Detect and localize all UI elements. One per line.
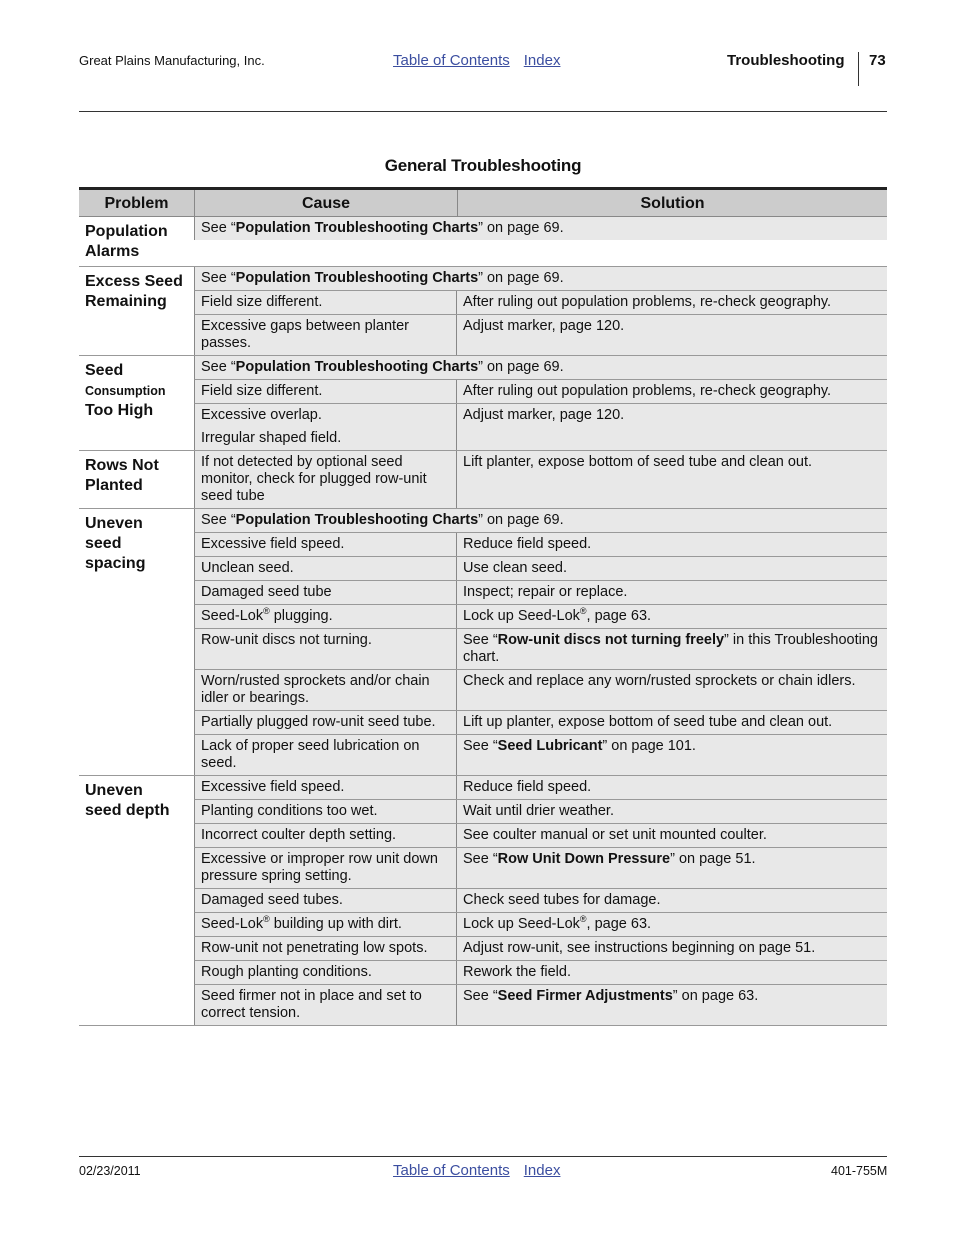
solution-cell: See “Seed Lubricant” on page 101. [463,738,696,754]
cause-cell [195,937,457,960]
cause-text: Seed firmer not in place and set to correct tension. [201,988,422,1021]
solution-cell: Adjust marker, page 120. [463,407,625,423]
table-row [194,936,887,960]
problem-cell [79,267,194,355]
cause-text: Unclean seed. [201,560,294,576]
cause-cell [195,889,457,912]
cause-cell [195,711,457,734]
cause-cell [195,533,457,556]
table-row [194,776,887,799]
problem-label: Remaining [85,293,167,310]
table-row [194,532,887,556]
table-row [194,734,887,775]
table-row [194,888,887,912]
solution-cell: Reduce field speed. [463,536,592,552]
cause-text: Irregular shaped field. [201,430,342,446]
problem-group [79,217,887,267]
solution-cell: See coulter manual or set unit mounted coulter. [463,827,767,843]
table-row [194,628,887,669]
cause-cell [195,629,457,669]
solution-cell: After ruling out population problems, re-check geography. [463,383,832,399]
problem-label: spacing [85,555,146,572]
cause-text: Damaged seed tube [201,584,332,600]
table-row [194,984,887,1025]
cause-text: Field size different. [201,294,323,310]
bold-reference: Seed Lubricant [497,738,603,754]
bold-reference: Row Unit Down Pressure [497,851,671,867]
merged-cell: See “Population Troubleshooting Charts” on page 69. [201,512,564,528]
solution-cell: Lock up Seed-Lok®, page 63. [463,606,652,624]
solution-cell: Lift up planter, expose bottom of seed tube and clean out. [463,714,833,730]
cause-cell [195,961,457,984]
column-header-cause: Cause [194,190,457,216]
bold-reference: Seed Firmer Adjustments [497,988,673,1004]
solution-cell: Adjust row-unit, see instructions beginning on page 51. [463,940,816,956]
table-row [194,912,887,936]
solution-cell: Rework the field. [463,964,571,980]
column-header-problem: Problem [104,195,169,212]
cause-cell [195,735,457,775]
problem-label: Planted [85,477,143,494]
solution-cell: See “Row-unit discs not turning freely” in this Troubleshooting chart. [463,632,878,665]
problem-label: Seed [85,362,124,379]
problem-group [79,267,887,356]
document-number: 401-755M [831,1164,888,1178]
cause-cell [195,581,457,604]
solution-cell: Reduce field speed. [463,779,592,795]
problem-group [79,509,887,776]
page-number: 73 [869,52,886,69]
solution-cell: Lift planter, expose bottom of seed tube and clean out. [463,454,813,470]
merged-cell: See “Population Troubleshooting Charts” on page 69. [201,270,564,286]
footer-index-link[interactable]: Index [523,1162,561,1179]
cause-text: Row-unit not penetrating low spots. [201,940,428,956]
problem-rows [194,451,887,508]
solution-cell: Wait until drier weather. [463,803,614,819]
cause-text: Planting conditions too wet. [201,803,378,819]
cause-text: Row-unit discs not turning. [201,632,372,648]
troubleshooting-table [79,187,887,1026]
problem-cell [79,509,194,775]
solution-cell: After ruling out population problems, re-check geography. [463,294,832,310]
solution-cell: Check seed tubes for damage. [463,892,661,908]
table-header [79,187,887,217]
problem-rows [194,509,887,775]
table-row [194,379,887,403]
problem-rows [194,356,887,450]
cause-cell: Seed-Lok® building up with dirt. [195,913,457,936]
solution-cell: See “Seed Firmer Adjustments” on page 63. [463,988,759,1004]
cause-text: Excessive field speed. [201,536,345,552]
cause-text: Excessive gaps between planter passes. [201,318,409,351]
problem-label: seed depth [85,802,170,819]
column-header-solution: Solution [457,190,887,216]
solution-cell: Lock up Seed-Lok®, page 63. [463,914,652,932]
company-name: Great Plains Manufacturing, Inc. [79,53,265,68]
problem-label: seed [85,535,122,552]
table-row [194,847,887,888]
footer-nav [393,1162,560,1179]
table-row [194,267,887,290]
cause-text: Rough planting conditions. [201,964,372,980]
index-link[interactable]: Index [523,52,561,69]
registered-mark: ® [263,914,270,925]
table-row [194,960,887,984]
footer-table-of-contents-link[interactable]: Table of Contents [393,1162,510,1179]
cause-cell [195,291,457,314]
problem-label: Alarms [85,243,140,260]
table-row [194,556,887,580]
cause-cell [195,380,457,403]
cause-text: Excessive overlap. [201,407,322,423]
registered-mark: ® [263,606,270,617]
cause-cell [195,776,457,799]
cause-text: Lack of proper seed lubrication on seed. [201,738,420,771]
cause-cell: Seed-Lok® plugging. [195,605,457,628]
problem-label: Too High [85,402,154,419]
table-row [194,669,887,710]
cause-cell [195,451,457,508]
problem-cell [79,217,194,266]
cause-cell [195,557,457,580]
problem-rows [194,267,887,355]
table-row [194,314,887,355]
header-nav [393,52,560,69]
cause-text: Worn/rusted sprockets and/or chain idler or bearings. [201,673,430,706]
bold-reference: Row-unit discs not turning freely [497,632,725,648]
table-row [194,799,887,823]
solution-cell: Inspect; repair or replace. [463,584,628,600]
header-rule [79,111,887,112]
registered-mark: ® [579,914,587,925]
cause-text: Partially plugged row-unit seed tube. [201,714,436,730]
cause-text: Excessive field speed. [201,779,345,795]
solution-cell: Check and replace any worn/rusted sprockets or chain idlers. [463,673,856,689]
table-row [194,217,887,240]
table-of-contents-link[interactable]: Table of Contents [393,52,510,69]
footer-date: 02/23/2011 [79,1164,141,1178]
cause-text: If not detected by optional seed monitor, check for plugged row-unit seed tube [201,454,427,504]
cause-cell [195,824,457,847]
section-title: Troubleshooting [727,52,845,69]
table-row [194,580,887,604]
problem-cell [79,776,194,1025]
problem-label: Rows Not [85,457,159,474]
problem-label: Uneven [85,782,143,799]
table-row [194,604,887,628]
bold-reference: Population Troubleshooting Charts [235,220,479,236]
table-row [194,451,887,508]
cause-cell [195,985,457,1025]
problem-label: Population [85,223,168,240]
problem-label: Consumption [85,384,166,398]
header-divider [858,52,859,86]
cause-cell [195,404,457,450]
problem-group [79,776,887,1026]
problem-label: Uneven [85,515,143,532]
table-row [194,403,887,450]
table-title: General Troubleshooting [384,156,582,175]
solution-cell: Adjust marker, page 120. [463,318,625,334]
cause-cell [195,848,457,888]
bold-reference: Population Troubleshooting Charts [235,270,479,286]
merged-cell: See “Population Troubleshooting Charts” on page 69. [201,220,564,236]
table-body [79,217,887,1026]
problem-group [79,451,887,509]
cause-text: Incorrect coulter depth setting. [201,827,397,843]
table-row [194,290,887,314]
cause-cell [195,800,457,823]
cause-cell [195,315,457,355]
problem-rows [194,217,887,266]
bold-reference: Population Troubleshooting Charts [235,512,479,528]
cause-cell [195,670,457,710]
merged-cell: See “Population Troubleshooting Charts” on page 69. [201,359,564,375]
problem-cell [79,451,194,508]
solution-cell: See “Row Unit Down Pressure” on page 51. [463,851,756,867]
bold-reference: Population Troubleshooting Charts [235,359,479,375]
problem-rows [194,776,887,1025]
footer-rule [79,1156,887,1157]
table-row [194,509,887,532]
cause-text: Damaged seed tubes. [201,892,343,908]
cause-text: Field size different. [201,383,323,399]
table-row [194,356,887,379]
table-row [194,823,887,847]
registered-mark: ® [579,606,587,617]
cause-text: Excessive or improper row unit down pressure spring setting. [201,851,438,884]
table-row [194,710,887,734]
solution-cell: Use clean seed. [463,560,567,576]
problem-group [79,356,887,451]
problem-cell [79,356,194,450]
problem-label: Excess Seed [85,273,183,290]
